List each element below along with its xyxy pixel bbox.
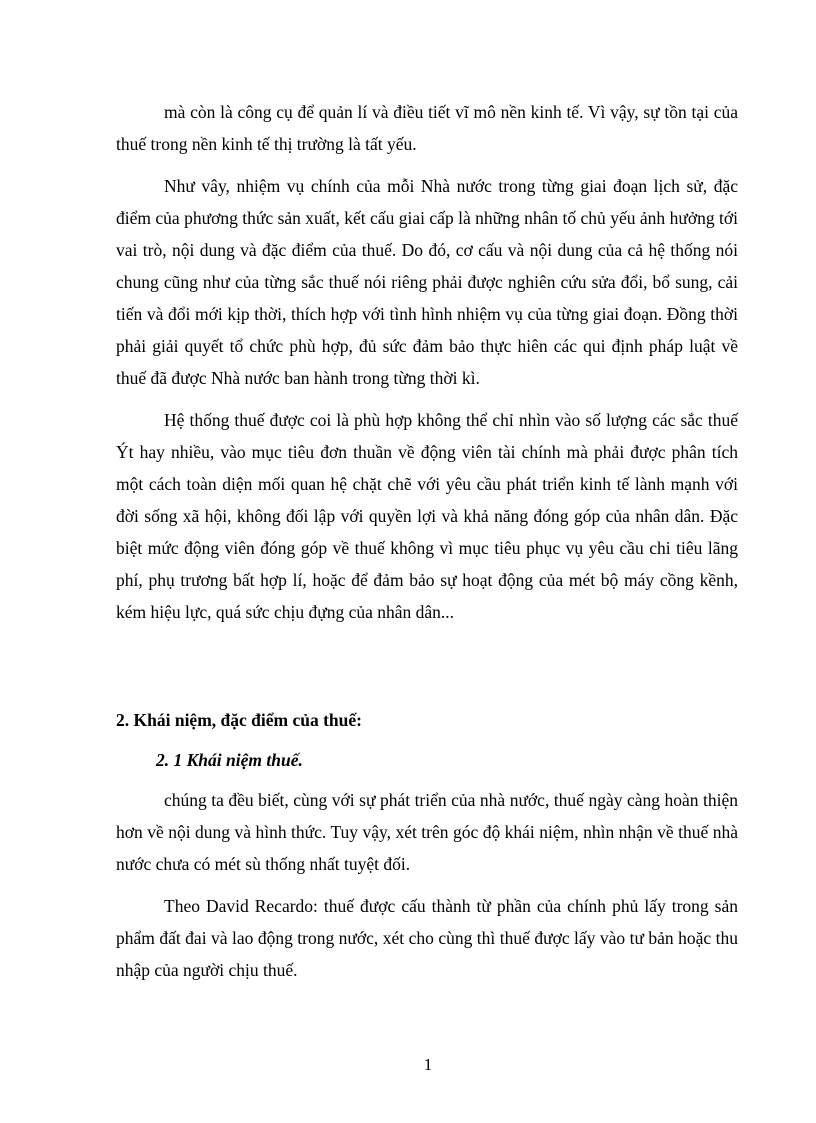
- body-text-bottom: [116, 784, 738, 996]
- section-heading: 2. Khái niệm, đặc điểm của thuế:: [116, 710, 362, 730]
- subsection-heading: 2. 1 Khái niệm thuế.: [156, 750, 303, 770]
- page-number: 1: [423, 1055, 433, 1074]
- paragraph-1: mà còn là công cụ để quản lí và điều tiết vĩ mô nền kinh tế. Vì vậy, sự tồn tại của thuế trong nền kinh tế thị trường là tất yếu.: [116, 102, 738, 154]
- paragraph-4: chúng ta đều biết, cùng với sự phát triển của nhà nước, thuế ngày càng hoàn thiện hơn về nội dung và hình thức. Tuy vậy, xét trên góc độ khái niệm, nhìn nhận về thuế nhà nước chưa có mét sù thống nhất tuyệt đối.: [116, 790, 738, 874]
- paragraph-5: Theo David Recardo: thuế được cấu thành từ phần của chính phủ lấy trong sản phẩm đất đai và lao động trong nước, xét cho cùng thì thuế được lấy vào tư bản hoặc thu nhập của người chịu thuế.: [116, 896, 738, 980]
- paragraph-2: Như vây, nhiệm vụ chính của mỗi Nhà nước trong từng giai đoạn lịch sử, đặc điểm của phương thức sản xuất, kết cấu giai cấp là những nhân tố chủ yếu ảnh hưởng tới vai trò, nội dung và đặc điểm của thuế. Do đó, cơ cấu và nội dung của cả hệ thống nói chung cũng như của từng sắc thuế nói riêng phải được nghiên cứu sửa đổi, bổ sung, cải tiến và đổi mới kịp thời, thích hợp với tình hình nhiệm vụ của từng giai đoạn. Đồng thời phải giải quyết tổ chức phù hợp, đủ sức đảm bảo thực hiên các qui định pháp luật về thuế đã được Nhà nước ban hành trong từng thời kì.: [116, 176, 738, 388]
- body-text-top: [116, 96, 738, 638]
- paragraph-3: Hệ thống thuế được coi là phù hợp không thể chỉ nhìn vào số lượng các sắc thuế Ýt hay nhiều, vào mục tiêu đơn thuần về động viên tài chính mà phải được phân tích một cách toàn diện mối quan hệ chặt chẽ với yêu cầu phát triển kinh tế lành mạnh với đời sống xã hội, không đối lập với quyền lợi và khả năng đóng góp của nhân dân. Đặc biệt mức động viên đóng góp về thuế không vì mục tiêu phục vụ yêu cầu chi tiêu lãng phí, phụ trương bất hợp lí, hoặc để đảm bảo sự hoạt động của mét bộ máy cồng kềnh, kém hiệu lực, quá sức chịu đựng của nhân dân...: [116, 410, 738, 622]
